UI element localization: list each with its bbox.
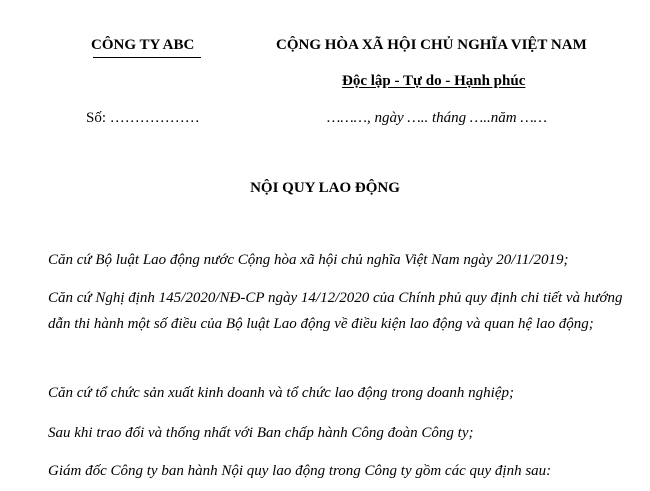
document-number: Số: ………………	[86, 110, 200, 126]
company-name: CÔNG TY ABC	[91, 37, 195, 53]
paragraph-issuance: Giám đốc Công ty ban hành Nội quy lao động trong Công ty gồm các quy định sau:	[48, 463, 552, 479]
paragraph-legal-basis-organization: Căn cứ tổ chức sản xuất kinh doanh và tổ chức lao động trong doanh nghiệp;	[48, 385, 515, 401]
paragraph-union-agreement: Sau khi trao đổi và thống nhất với Ban chấp hành Công đoàn Công ty;	[48, 425, 474, 441]
national-motto: Độc lập - Tự do - Hạnh phúc	[342, 73, 526, 89]
nation-name: CỘNG HÒA XÃ HỘI CHỦ NGHĨA VIỆT NAM	[276, 37, 587, 53]
paragraph-legal-basis-labor-code: Căn cứ Bộ luật Lao động nước Cộng hòa xã hội chủ nghĩa Việt Nam ngày 20/11/2019;	[48, 252, 569, 268]
paragraph-legal-basis-decree: Căn cứ Nghị định 145/2020/NĐ-CP ngày 14/12/2020 của Chính phủ quy định chi tiết và hướng dẫn thi hành một số điều của Bộ luật Lao động về điều kiện lao động và quan hệ lao động;	[48, 290, 623, 332]
place-and-date: ………, ngày ….. tháng …..năm ……	[327, 110, 548, 126]
company-name-rule	[93, 57, 201, 58]
document-title: NỘI QUY LAO ĐỘNG	[250, 180, 400, 196]
